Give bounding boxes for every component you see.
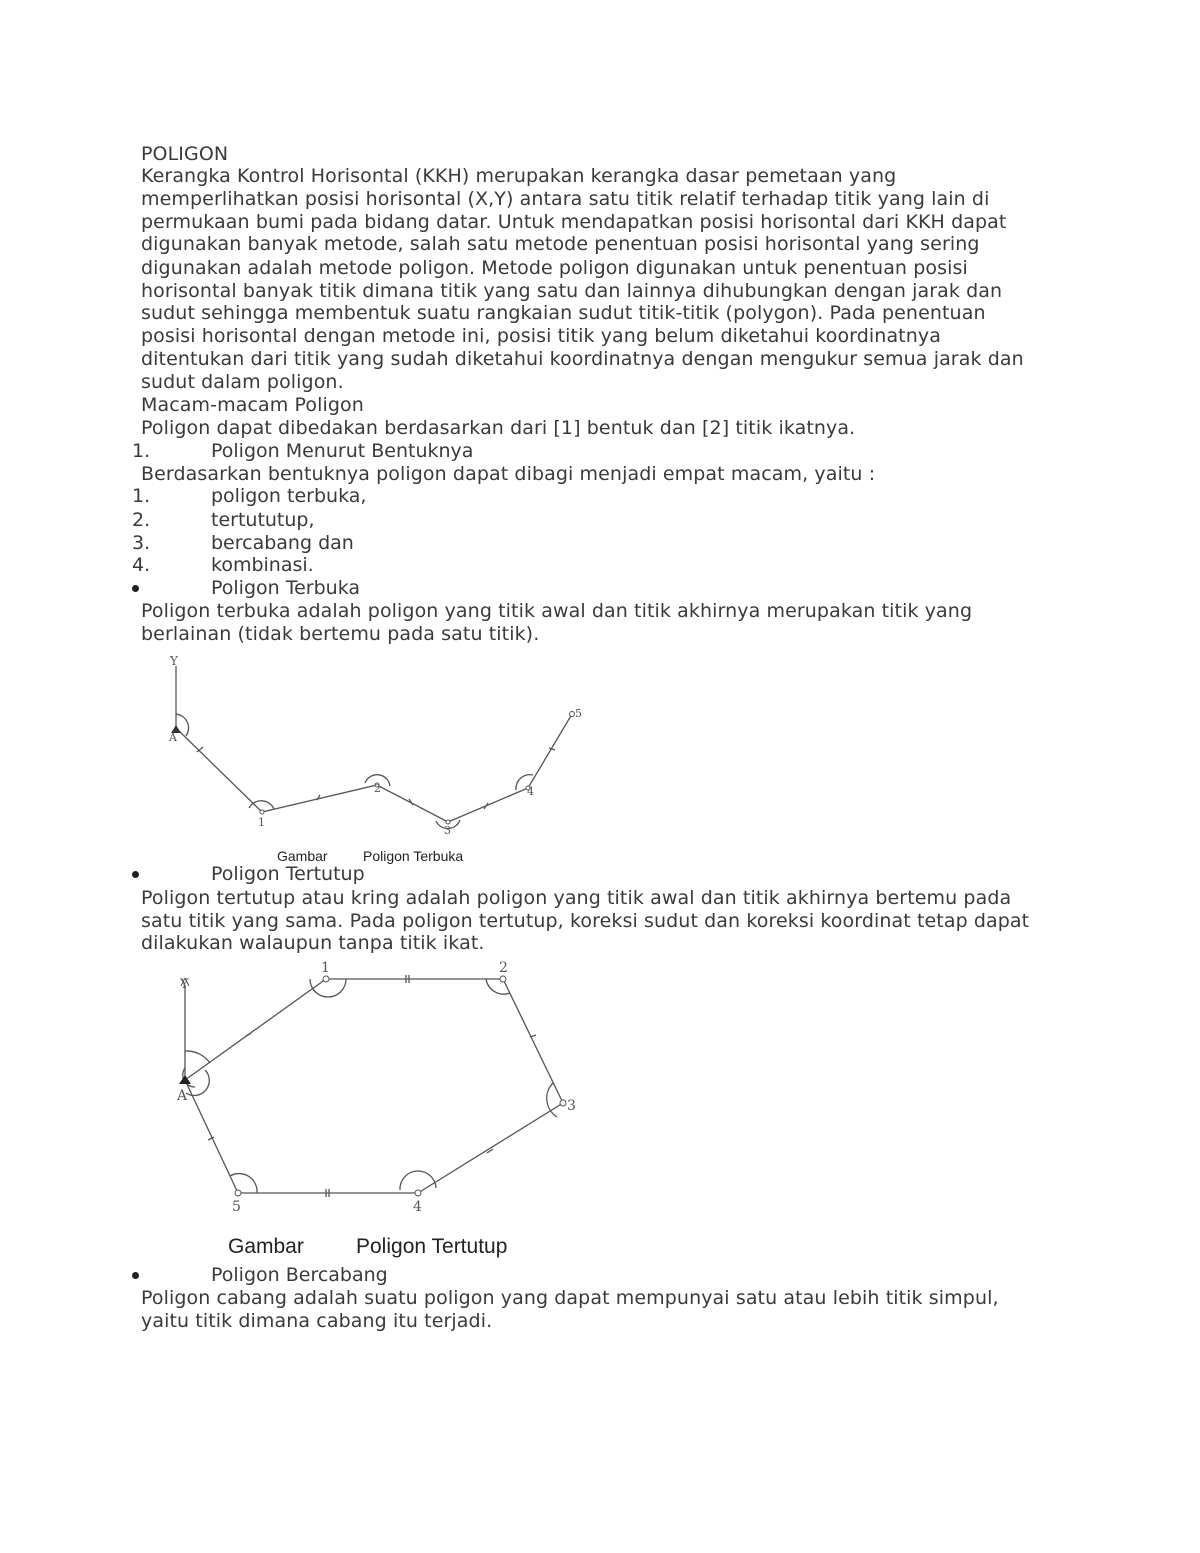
point-label: A bbox=[177, 1088, 188, 1104]
point-label: 4 bbox=[413, 1199, 422, 1215]
figure-caption: Poligon Tertutup bbox=[356, 1235, 508, 1258]
list-number: 3. bbox=[132, 532, 151, 554]
list-number: 4. bbox=[132, 554, 151, 576]
intro-line: ditentukan dari titik yang sudah diketahui koordinatnya dengan mengukur semua jarak dan bbox=[141, 348, 1024, 370]
paragraph-line: satu titik yang sama. Pada poligon tertutup, koreksi sudut dan koreksi koordinat tetap dapat bbox=[141, 910, 1030, 932]
figure-caption: Poligon Terbuka bbox=[363, 848, 464, 864]
point-label: 5 bbox=[232, 1199, 241, 1215]
paragraph-line: dilakukan walaupun tanpa titik ikat. bbox=[141, 932, 485, 954]
closed-polygon-figure bbox=[170, 955, 590, 1265]
intro-line: permukaan bumi pada bidang datar. Untuk mendapatkan posisi horisontal dari KKH dapat bbox=[141, 211, 1007, 233]
bullet-icon bbox=[132, 1272, 139, 1279]
subsection-heading: Poligon Bercabang bbox=[211, 1264, 388, 1286]
paragraph-line: Poligon terbuka adalah poligon yang titik awal dan titik akhirnya merupakan titik yang bbox=[141, 600, 973, 622]
point-label: 3 bbox=[567, 1098, 576, 1114]
point-label: 1 bbox=[321, 960, 330, 976]
bullet-icon bbox=[132, 871, 139, 878]
paragraph-line: Poligon cabang adalah suatu poligon yang dapat mempunyai satu atau lebih titik simpul, bbox=[141, 1287, 999, 1309]
intro-line: Kerangka Kontrol Horisontal (KKH) merupakan kerangka dasar pemetaan yang bbox=[141, 165, 897, 187]
intro-line: digunakan adalah metode poligon. Metode poligon digunakan untuk penentuan posisi bbox=[141, 257, 968, 279]
list-number: 2. bbox=[132, 509, 151, 531]
point-label: 1 bbox=[258, 816, 265, 829]
list-item-label: Poligon Menurut Bentuknya bbox=[211, 440, 474, 462]
bullet-icon bbox=[132, 585, 139, 592]
point-label: 2 bbox=[374, 782, 381, 795]
paragraph-line: berlainan (tidak bertemu pada satu titik). bbox=[141, 623, 540, 645]
point-label: 2 bbox=[499, 960, 508, 976]
point-label: 5 bbox=[575, 707, 582, 720]
list-item-label: bercabang dan bbox=[211, 532, 354, 554]
point-label: 3 bbox=[444, 824, 451, 837]
intro-line: digunakan banyak metode, salah satu metode penentuan posisi horisontal yang sering bbox=[141, 233, 980, 255]
figure-caption: Gambar bbox=[277, 848, 328, 864]
paragraph-line: yaitu titik dimana cabang itu terjadi. bbox=[141, 1310, 493, 1332]
open-polygon-figure bbox=[160, 648, 600, 866]
list-number: 1. bbox=[132, 485, 151, 507]
subsection-heading: Poligon Terbuka bbox=[211, 577, 361, 599]
point-label: A bbox=[169, 731, 177, 744]
list-item-label: kombinasi. bbox=[211, 554, 314, 576]
subsection-heading: Poligon Tertutup bbox=[211, 863, 365, 885]
figure-caption: Gambar bbox=[228, 1235, 304, 1258]
intro-line: sudut dalam poligon. bbox=[141, 371, 344, 393]
intro-line: sudut sehingga membentuk suatu rangkaian sudut titik-titik (polygon). Pada penentuan bbox=[141, 302, 986, 324]
list-item-label: tertututup, bbox=[211, 509, 315, 531]
list-number: 1. bbox=[132, 440, 151, 462]
point-label: 4 bbox=[527, 785, 534, 798]
axis-label: Y bbox=[180, 977, 189, 992]
intro-line: memperlihatkan posisi horisontal (X,Y) antara satu titik relatif terhadap titik yang lain di bbox=[141, 188, 990, 210]
intro-line: horisontal banyak titik dimana titik yang satu dan lainnya dihubungkan dengan jarak dan bbox=[141, 280, 1003, 302]
section-intro: Poligon dapat dibedakan berdasarkan dari [1] bentuk dan [2] titik ikatnya. bbox=[141, 417, 856, 439]
document-title: POLIGON bbox=[141, 143, 229, 165]
section-heading: Macam-macam Poligon bbox=[141, 394, 364, 416]
shape-intro: Berdasarkan bentuknya poligon dapat dibagi menjadi empat macam, yaitu : bbox=[141, 463, 876, 485]
paragraph-line: Poligon tertutup atau kring adalah poligon yang titik awal dan titik akhirnya bertemu pada bbox=[141, 887, 1012, 909]
list-item-label: poligon terbuka, bbox=[211, 485, 367, 507]
axis-label: Y bbox=[170, 654, 178, 668]
intro-line: posisi horisontal dengan metode ini, posisi titik yang belum diketahui koordinatnya bbox=[141, 325, 941, 347]
